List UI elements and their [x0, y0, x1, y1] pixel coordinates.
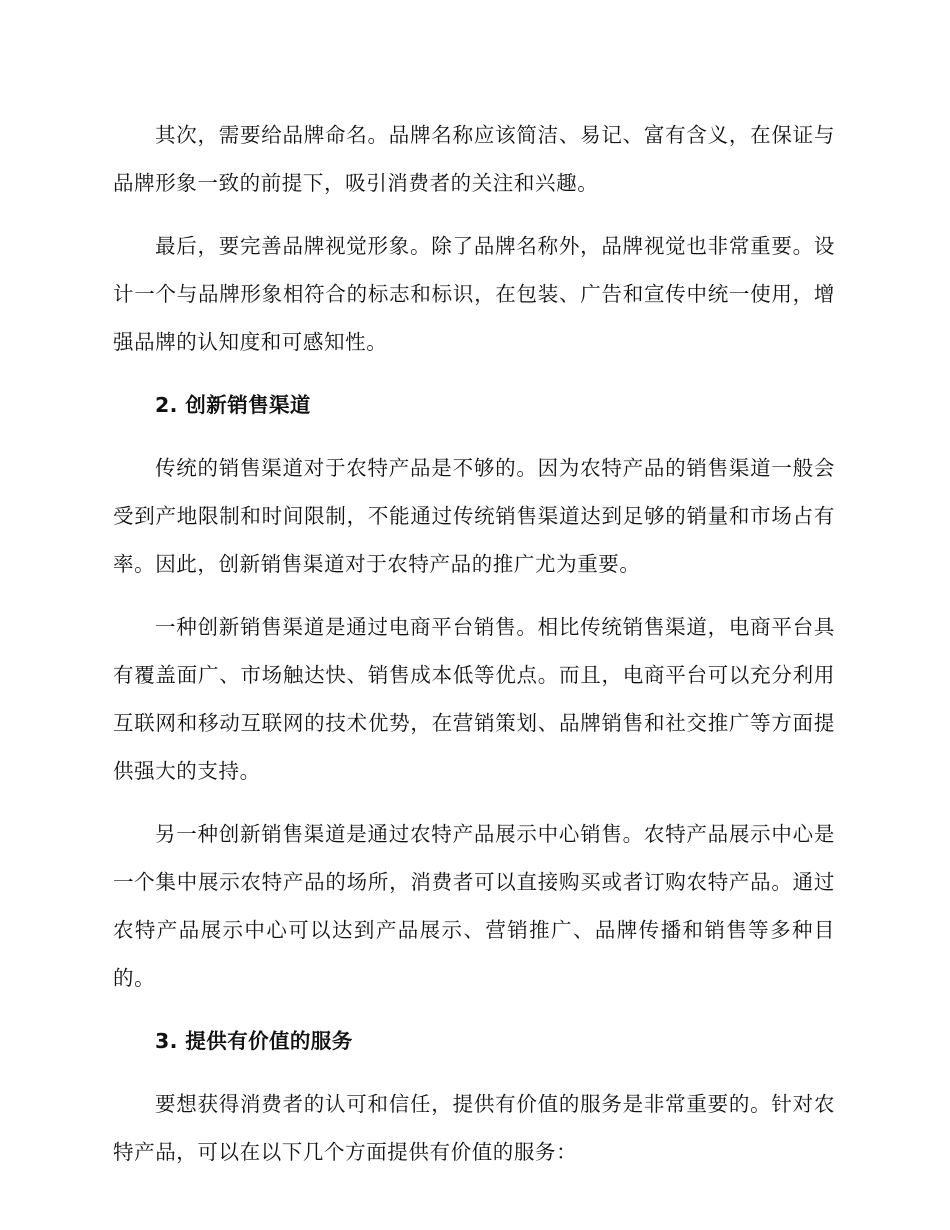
section-heading-valuable-services: 3. 提供有价值的服务 [155, 1029, 353, 1053]
paragraph-brand-visual: 最后，要完善品牌视觉形象。除了品牌名称外，品牌视觉也非常重要。设计一个与品牌形象相符合的标志和标识，在包装、广告和宣传中统一使用，增强品牌的认知度和可感知性。 [113, 234, 835, 354]
paragraph-brand-naming: 其次，需要给品牌命名。品牌名称应该简洁、易记、富有含义，在保证与品牌形象一致的前提下，吸引消费者的关注和兴趣。 [113, 123, 835, 195]
paragraph-traditional-channels: 传统的销售渠道对于农特产品是不够的。因为农特产品的销售渠道一般会受到产地限制和时间限制，不能通过传统销售渠道达到足够的销量和市场占有率。因此，创新销售渠道对于农特产品的推广尤为重要。 [113, 456, 835, 576]
paragraph-showroom-channel: 另一种创新销售渠道是通过农特产品展示中心销售。农特产品展示中心是一个集中展示农特产品的场所，消费者可以直接购买或者订购农特产品。通过农特产品展示中心可以达到产品展示、营销推广、品牌传播和销售等多种目的。 [113, 822, 835, 990]
paragraph-services-intro: 要想获得消费者的认可和信任，提供有价值的服务是非常重要的。针对农特产品，可以在以下几个方面提供有价值的服务： [113, 1092, 835, 1164]
document-page [113, 111, 835, 1176]
paragraph-ecommerce-channel: 一种创新销售渠道是通过电商平台销售。相比传统销售渠道，电商平台具有覆盖面广、市场触达快、销售成本低等优点。而且，电商平台可以充分利用互联网和移动互联网的技术优势，在营销策划、品牌销售和社交推广等方面提供强大的支持。 [113, 615, 835, 783]
section-heading-sales-channels: 2. 创新销售渠道 [155, 393, 311, 417]
